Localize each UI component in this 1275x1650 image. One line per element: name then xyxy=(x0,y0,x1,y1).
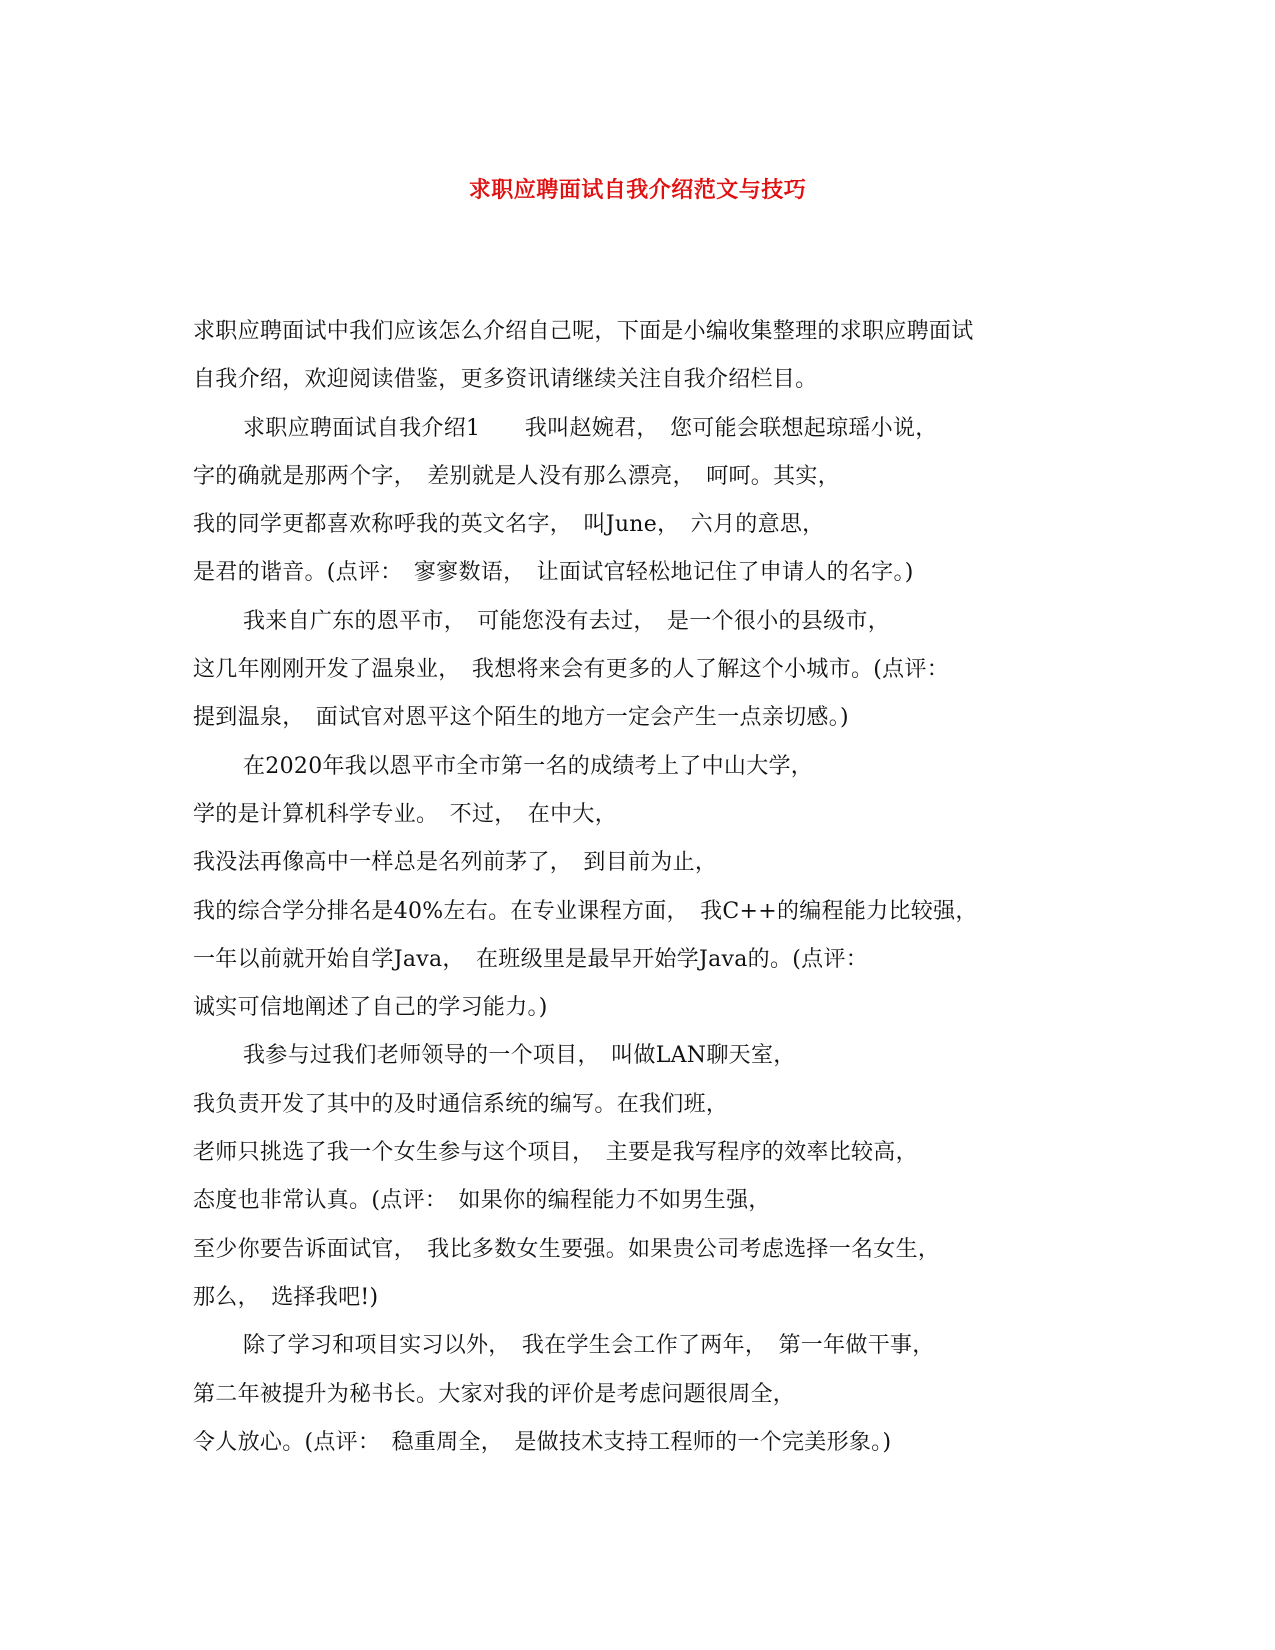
document-body xyxy=(193,316,1093,1475)
body-text-line: 那么， 选择我吧!) xyxy=(193,1284,379,1310)
body-text-line: 求职应聘面试中我们应该怎么介绍自己呢，下面是小编收集整理的求职应聘面试 xyxy=(193,319,974,344)
body-text-line: 除了学习和项目实习以外， 我在学生会工作了两年， 第一年做干事， xyxy=(243,1333,935,1359)
document-title: 求职应聘面试自我介绍范文与技巧 xyxy=(468,177,807,203)
body-text-line: 在2020年我以恩平市全市第一名的成绩考上了中山大学， xyxy=(243,753,814,779)
body-text-line: 提到温泉， 面试官对恩平这个陌生的地方一定会产生一点亲切感。) xyxy=(193,705,849,731)
body-text-line: 学的是计算机科学专业。 不过， 在中大， xyxy=(193,801,618,827)
body-text-line: 我的同学更都喜欢称呼我的英文名字， 叫June， 六月的意思， xyxy=(193,512,825,538)
body-text-line: 我没法再像高中一样总是名列前茅了， 到目前为止， xyxy=(193,850,718,876)
body-text-line: 自我介绍，欢迎阅读借鉴，更多资讯请继续关注自我介绍栏目。 xyxy=(193,367,818,393)
body-text-line: 老师只挑选了我一个女生参与这个项目， 主要是我写程序的效率比较高， xyxy=(193,1140,918,1166)
body-text-line: 第二年被提升为秘书长。大家对我的评价是考虑问题很周全， xyxy=(193,1381,796,1407)
body-text-line: 一年以前就开始自学Java， 在班级里是最早开始学Java的。(点评： xyxy=(193,946,869,972)
body-text-line: 求职应聘面试自我介绍1 我叫赵婉君， 您可能会联想起琼瑶小说， xyxy=(243,415,938,441)
body-text-line: 这几年刚刚开发了温泉业， 我想将来会有更多的人了解这个小城市。(点评： xyxy=(193,657,950,683)
body-text-line: 我参与过我们老师领导的一个项目， 叫做LAN聊天室， xyxy=(243,1043,796,1069)
body-text-line: 是君的谐音。(点评： 寥寥数语， 让面试官轻松地记住了申请人的名字。) xyxy=(193,560,914,586)
body-text-line: 令人放心。(点评： 稳重周全， 是做技术支持工程师的一个完美形象。) xyxy=(193,1429,892,1455)
body-text-line: 态度也非常认真。(点评： 如果你的编程能力不如男生强， xyxy=(193,1188,771,1214)
body-text-line: 我的综合学分排名是40%左右。在专业课程方面， 我C++的编程能力比较强， xyxy=(193,898,978,924)
body-text-line: 诚实可信地阐述了自己的学习能力。) xyxy=(193,995,548,1021)
body-text-line: 我来自广东的恩平市， 可能您没有去过， 是一个很小的县级市， xyxy=(243,608,891,634)
body-text-line: 我负责开发了其中的及时通信系统的编写。在我们班， xyxy=(193,1091,729,1117)
body-text-line: 字的确就是那两个字， 差别就是人没有那么漂亮， 呵呵。其实， xyxy=(193,463,841,489)
body-text-line: 至少你要告诉面试官， 我比多数女生要强。如果贵公司考虑选择一名女生， xyxy=(193,1236,941,1262)
